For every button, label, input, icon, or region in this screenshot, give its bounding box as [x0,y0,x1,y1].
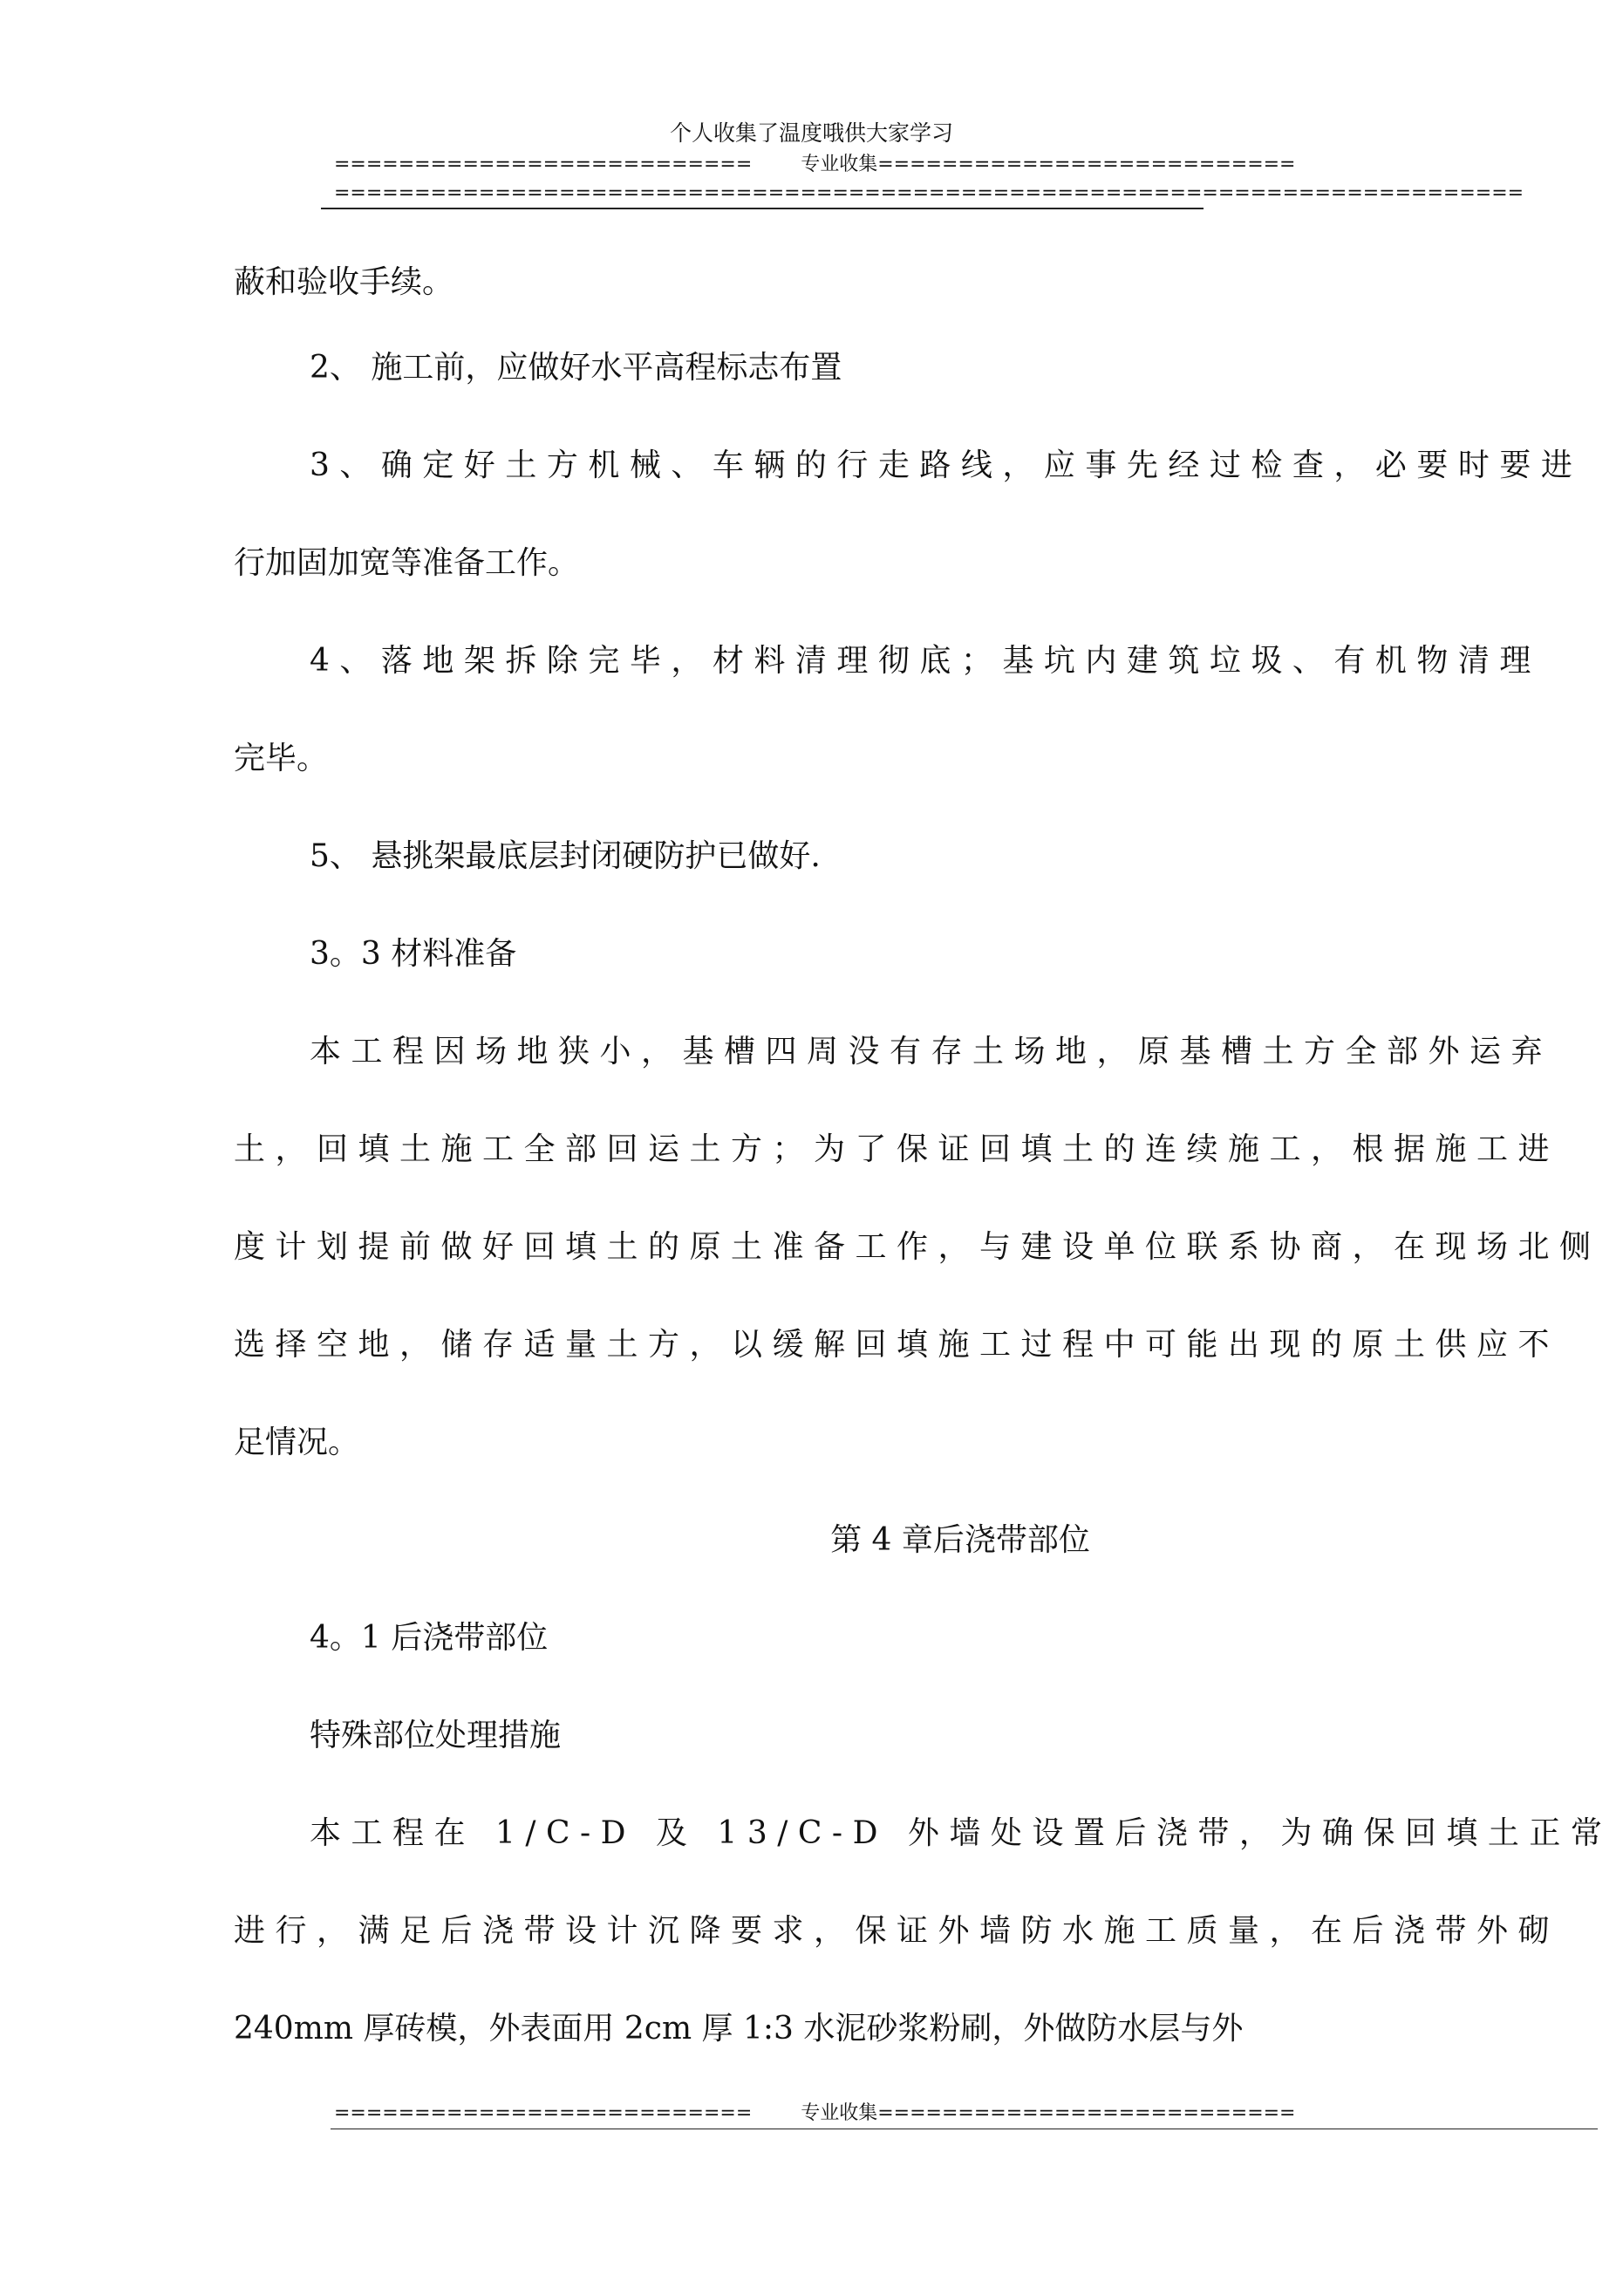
paragraph-line: 5、 悬挑架最底层封闭硬防护已做好. [310,838,821,874]
paragraph-line: 本工程因场地狭小，基槽四周没有存土场地，原基槽土方全部外运弃 [310,1034,1553,1069]
paragraph-line: 2、 施工前，应做好水平高程标志布置 [310,350,842,386]
chapter-title: 第 4 章后浇带部位 [830,1522,1090,1558]
page-footer-line: ========================== 专业收集========================== [334,2102,1296,2124]
paragraph-line: 足情况。 [234,1425,360,1460]
page-header-separator: ========================================================================== [334,182,1524,204]
paragraph-line: 本工程在 1/C-D 及 13/C-D 外墙处设置后浇带，为确保回填土正常 [310,1815,1613,1851]
paragraph-line: 3、确定好土方机械、车辆的行走路线，应事先经过检查，必要时要进 [310,448,1583,483]
paragraph-line: 4、落地架拆除完毕，材料清理彻底；基坑内建筑垃圾、有机物清理 [310,643,1541,679]
paragraph-line: 进行，满足后浇带设计沉降要求，保证外墙防水施工质量，在后浇带外砌 [234,1913,1560,1949]
section-heading: 4。1 后浇带部位 [310,1620,549,1656]
paragraph-line: 完毕。 [234,741,329,776]
subsection-heading: 特殊部位处理措施 [310,1718,562,1753]
page-header-title: 个人收集了温度哦供大家学习 [669,120,953,146]
paragraph-line: 240mm 厚砖模，外表面用 2cm 厚 1:3 水泥砂浆粉刷，外做防水层与外 [234,2011,1244,2047]
paragraph-line: 土，回填土施工全部回运土方；为了保证回填土的连续施工，根据施工进 [234,1131,1560,1167]
paragraph-line: 行加固加宽等准备工作。 [234,545,580,581]
paragraph-line: 度计划提前做好回填土的原土准备工作，与建设单位联系协商，在现场北侧 [234,1229,1601,1265]
page-header-line: ========================== 专业收集========================== [334,154,1296,175]
header-rule [321,208,1204,209]
paragraph-line: 蔽和验收手续。 [234,264,454,300]
section-heading: 3。3 材料准备 [310,936,517,972]
paragraph-line: 选择空地，储存适量土方，以缓解回填施工过程中可能出现的原土供应不 [234,1327,1560,1363]
